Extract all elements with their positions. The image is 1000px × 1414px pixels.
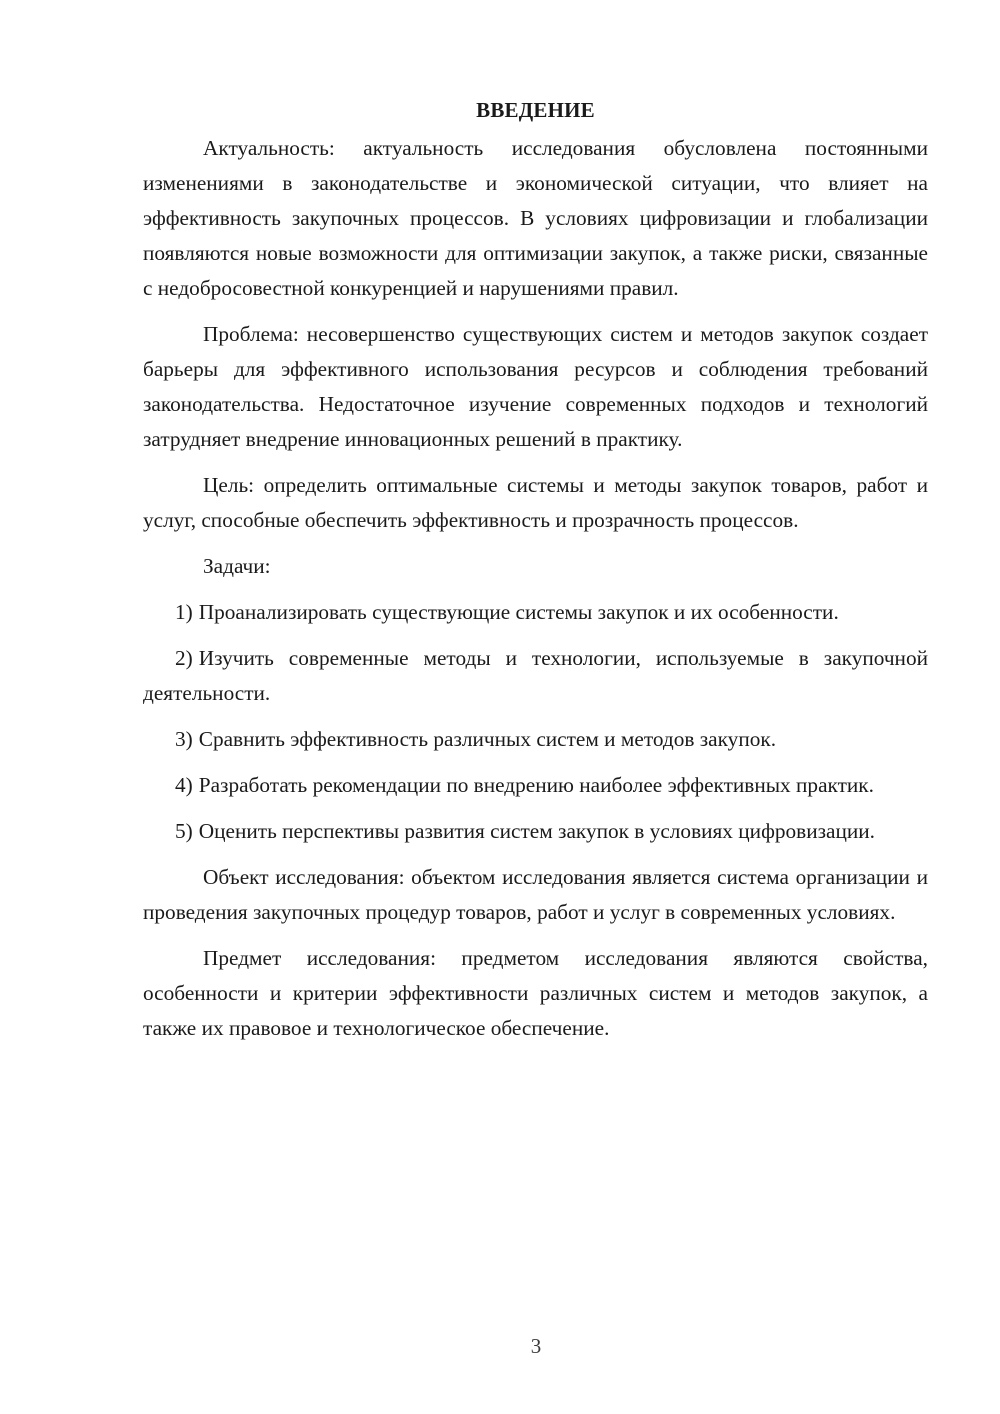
object-paragraph: Объект исследования: объектом исследования является система организации и проведения закупочных процедур товаров, работ и услуг в современных условиях. <box>143 865 928 924</box>
tasks-label: Задачи: <box>203 554 271 578</box>
task-text: Оценить перспективы развития систем закупок в условиях цифровизации. <box>198 819 876 843</box>
task-number: 4) <box>175 773 193 797</box>
task-number: 3) <box>175 727 193 751</box>
goal-paragraph: Цель: определить оптимальные системы и методы закупок товаров, работ и услуг, способные обеспечить эффективность и прозрачность процессов. <box>143 473 928 532</box>
document-page <box>143 92 928 1057</box>
task-text: Сравнить эффективность различных систем и методов закупок. <box>198 727 777 751</box>
page-number: 3 <box>530 1334 542 1358</box>
task-item <box>143 641 928 711</box>
task-number: 2) <box>175 646 193 670</box>
task-item <box>143 768 928 803</box>
section-heading: ВВЕДЕНИЕ <box>476 98 595 122</box>
task-item <box>143 722 928 757</box>
task-text: Разработать рекомендации по внедрению наиболее эффективных практик. <box>198 773 874 797</box>
task-item <box>143 814 928 849</box>
task-number: 5) <box>175 819 193 843</box>
subject-paragraph: Предмет исследования: предметом исследования являются свойства, особенности и критерии эффективности различных систем и методов закупок, а также их правовое и технологическое обеспечение. <box>143 946 928 1040</box>
task-item <box>143 595 928 630</box>
problem-paragraph: Проблема: несовершенство существующих систем и методов закупок создает барьеры для эффективного использования ресурсов и соблюдения требований законодательства. Недостаточное изучение современных подходов и технологий затрудняет внедрение инновационных решений в практику. <box>143 322 928 451</box>
task-number: 1) <box>175 600 193 624</box>
task-text: Проанализировать существующие системы закупок и их особенности. <box>198 600 839 624</box>
relevance-paragraph: Актуальность: актуальность исследования обусловлена постоянными изменениями в законодательстве и экономической ситуации, что влияет на эффективность закупочных процессов. В условиях цифровизации и глобализации появляются новые возможности для оптимизации закупок, а также риски, связанные с недобросовестной конкуренцией и нарушениями правил. <box>143 136 928 300</box>
task-text: Изучить современные методы и технологии, используемые в закупочной деятельности. <box>143 646 928 705</box>
